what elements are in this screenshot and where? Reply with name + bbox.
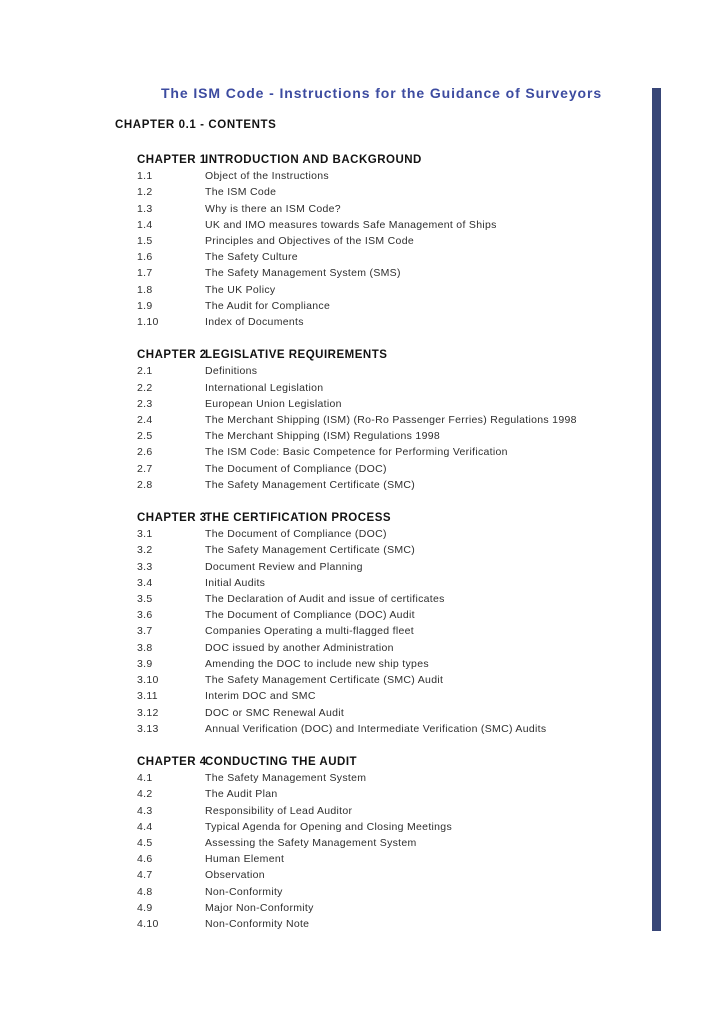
toc-item [137,591,652,607]
item-number: 4.8 [137,885,153,898]
item-title: The UK Policy [205,283,276,296]
item-title: Definitions [205,365,258,378]
item-title: Initial Audits [205,576,266,589]
chapter-title: CONDUCTING THE AUDIT [205,755,358,768]
toc-item [137,867,652,883]
item-number: 1.5 [137,235,153,248]
item-number: 3.3 [137,560,153,573]
chapter-heading [137,347,652,363]
item-number: 1.8 [137,283,153,296]
item-number: 2.4 [137,414,153,427]
item-number: 3.4 [137,576,153,589]
item-title: Major Non-Conformity [205,901,314,914]
toc-sections [137,152,652,932]
item-title: Object of the Instructions [205,170,329,183]
toc-item [137,233,652,249]
toc-item [137,575,652,591]
toc-item [137,298,652,314]
item-number: 1.9 [137,299,153,312]
item-title: Typical Agenda for Opening and Closing Meetings [205,820,452,833]
toc-item [137,282,652,298]
toc-item [137,672,652,688]
item-number: 3.2 [137,544,153,557]
item-title: DOC issued by another Administration [205,641,394,654]
item-title: The Safety Management Certificate (SMC) [205,478,416,491]
toc-item [137,900,652,916]
item-title: The Safety Management Certificate (SMC) Audit [205,674,444,687]
item-number: 3.12 [137,706,159,719]
item-title: Companies Operating a multi-flagged fleet [205,625,414,638]
toc-item [137,477,652,493]
toc-section [137,510,652,737]
toc-item [137,249,652,265]
item-number: 3.13 [137,722,159,735]
item-number: 2.5 [137,430,153,443]
item-title: International Legislation [205,381,324,394]
toc-item [137,916,652,932]
item-number: 3.7 [137,625,153,638]
item-title: Interim DOC and SMC [205,690,316,703]
chapter-title: THE CERTIFICATION PROCESS [205,512,392,525]
item-title: UK and IMO measures towards Safe Management of Ships [205,218,497,231]
toc-item [137,201,652,217]
item-title: DOC or SMC Renewal Audit [205,706,345,719]
item-title: Principles and Objectives of the ISM Code [205,235,414,248]
toc-item [137,851,652,867]
chapter-heading [137,754,652,770]
chapter-title: LEGISLATIVE REQUIREMENTS [205,349,388,362]
toc-section [137,347,652,493]
item-title: The Safety Culture [205,251,298,264]
item-title: The Audit for Compliance [205,299,331,312]
item-number: 4.9 [137,901,153,914]
chapter-label: CHAPTER 3 [137,512,207,525]
item-title: Observation [205,869,265,882]
toc-item [137,444,652,460]
right-accent-bar [652,88,661,931]
toc-item [137,542,652,558]
item-title: Annual Verification (DOC) and Intermediate Verification (SMC) Audits [205,722,547,735]
item-title: Document Review and Planning [205,560,363,573]
item-number: 3.10 [137,674,159,687]
item-number: 4.3 [137,804,153,817]
toc-item [137,705,652,721]
item-number: 3.11 [137,690,158,703]
toc-item [137,314,652,330]
item-number: 4.10 [137,917,159,930]
chapter-label: CHAPTER 4 [137,755,207,768]
item-title: European Union Legislation [205,397,342,410]
item-number: 1.2 [137,186,153,199]
item-title: The Safety Management Certificate (SMC) [205,544,416,557]
item-title: Non-Conformity Note [205,917,310,930]
toc-item [137,835,652,851]
document-title: The ISM Code - Instructions for the Guidance of Surveyors [160,85,603,101]
item-number: 4.4 [137,820,153,833]
item-number: 1.7 [137,267,153,280]
item-number: 4.2 [137,788,153,801]
toc-item [137,656,652,672]
toc-item [137,623,652,639]
chapter-heading [137,152,652,168]
toc-item [137,786,652,802]
item-title: Non-Conformity [205,885,283,898]
toc-item [137,819,652,835]
item-number: 1.10 [137,316,159,329]
toc-item [137,168,652,184]
item-number: 2.2 [137,381,153,394]
item-number: 2.7 [137,462,153,475]
item-title: The Merchant Shipping (ISM) (Ro-Ro Passenger Ferries) Regulations 1998 [205,414,577,427]
chapter-label: CHAPTER 1 [137,154,207,166]
toc-section [137,754,652,932]
item-title: Assessing the Safety Management System [205,836,417,849]
item-number: 4.7 [137,869,153,882]
item-number: 3.1 [137,528,153,541]
item-title: Why is there an ISM Code? [205,202,341,215]
item-title: The ISM Code [205,186,277,199]
contents-heading: CHAPTER 0.1 - CONTENTS [115,119,277,131]
item-title: The Declaration of Audit and issue of certificates [205,593,445,606]
item-title: The Document of Compliance (DOC) Audit [205,609,415,622]
toc-item [137,412,652,428]
toc-item [137,559,652,575]
item-title: Index of Documents [205,316,304,329]
item-number: 2.6 [137,446,153,459]
item-number: 3.8 [137,641,153,654]
toc-section [137,152,652,330]
toc-item [137,380,652,396]
item-number: 2.1 [137,365,153,378]
item-title: The Safety Management System (SMS) [205,267,401,280]
toc-item [137,526,652,542]
toc-item [137,184,652,200]
item-title: The Merchant Shipping (ISM) Regulations 1998 [205,430,440,443]
toc-item [137,607,652,623]
item-number: 3.9 [137,657,153,670]
item-number: 1.1 [137,170,153,183]
item-number: 1.3 [137,202,153,215]
item-title: Amending the DOC to include new ship types [205,657,429,670]
item-number: 3.5 [137,593,153,606]
item-title: The Safety Management System [205,772,367,785]
item-number: 2.8 [137,478,153,491]
item-number: 4.6 [137,853,153,866]
item-number: 4.5 [137,836,153,849]
item-number: 2.3 [137,397,153,410]
item-title: The Document of Compliance (DOC) [205,528,387,541]
item-number: 3.6 [137,609,153,622]
chapter-title: INTRODUCTION AND BACKGROUND [205,154,422,166]
chapter-label: CHAPTER 2 [137,349,207,362]
toc-item [137,217,652,233]
toc-item [137,428,652,444]
toc-item [137,721,652,737]
chapter-heading [137,510,652,526]
toc-item [137,396,652,412]
toc-item [137,688,652,704]
item-title: The Document of Compliance (DOC) [205,462,387,475]
toc-item [137,884,652,900]
item-number: 1.4 [137,218,153,231]
toc-item [137,461,652,477]
item-title: The Audit Plan [205,788,278,801]
item-title: Human Element [205,853,285,866]
toc-item [137,363,652,379]
toc-item [137,803,652,819]
toc-item [137,265,652,281]
item-title: Responsibility of Lead Auditor [205,804,353,817]
item-number: 4.1 [137,772,153,785]
item-title: The ISM Code: Basic Competence for Performing Verification [205,446,508,459]
toc-item [137,770,652,786]
item-number: 1.6 [137,251,153,264]
toc-item [137,640,652,656]
